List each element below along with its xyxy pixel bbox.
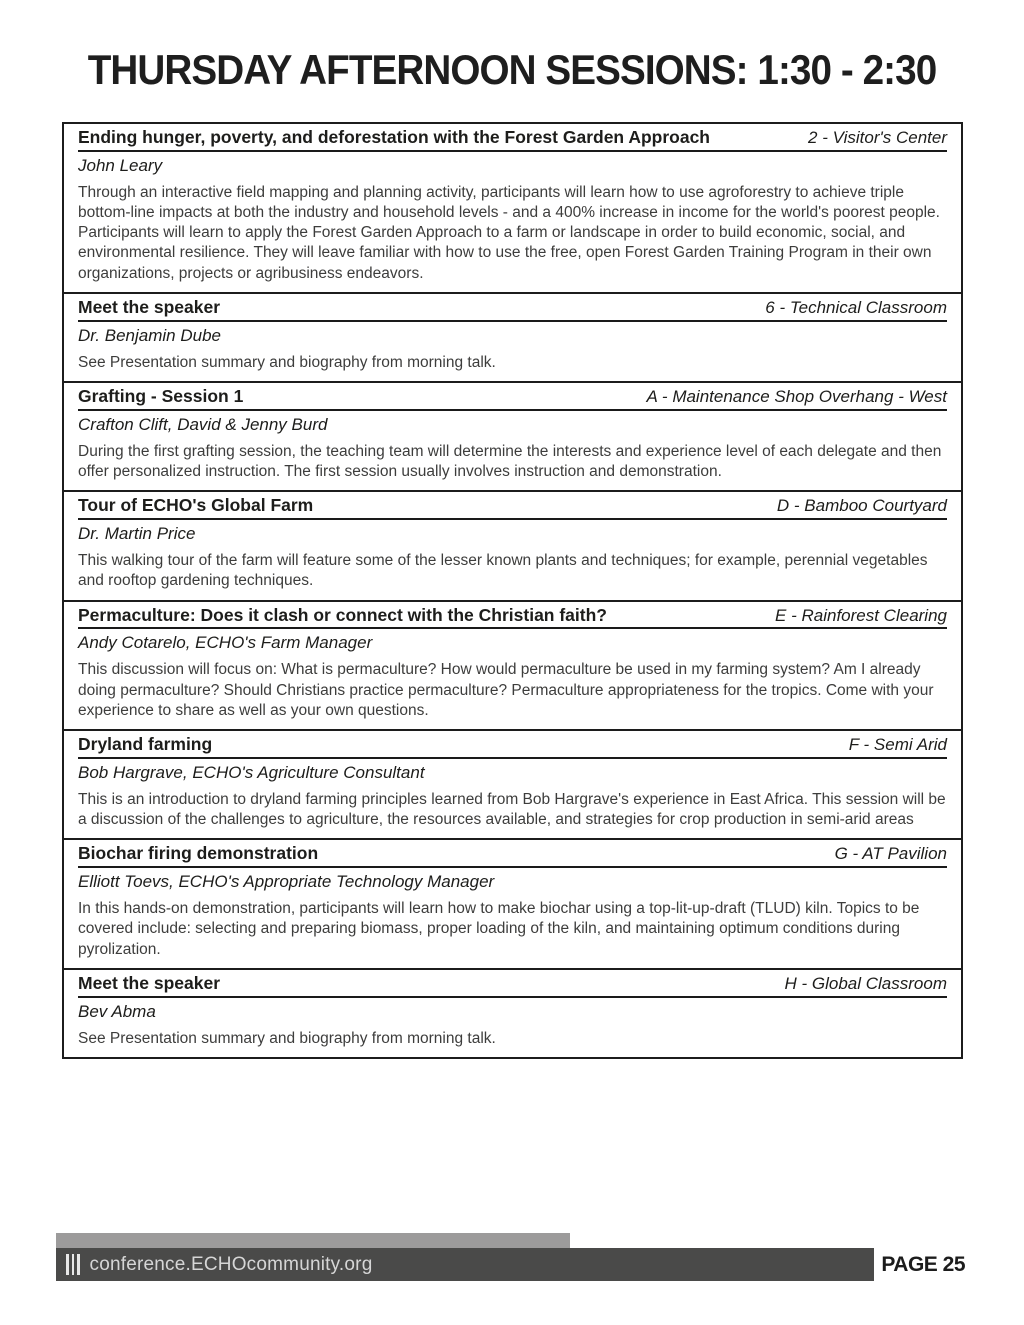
- session-location: 2 - Visitor's Center: [808, 128, 947, 147]
- session-header: [78, 297, 947, 322]
- session-row: [64, 294, 961, 383]
- session-speaker: Andy Cotarelo, ECHO's Farm Manager: [78, 633, 373, 653]
- footer-url: conference.ECHOcommunity.org: [89, 1253, 373, 1275]
- session-title: Meet the speaker: [78, 296, 221, 317]
- session-description: Through an interactive field mapping and planning activity, participants will learn how to use agroforestry to achieve triple bottom-line impacts at both the industry and household levels - and a 400% increase in income for the world's poorest people. Participants will learn to apply the Forest Garden Approach to a farm or landscape in order to build economic, social, and environmental resilience. They will leave familiar with how to use the free, open Forest Garden Training Program in their own organizations, projects or agribusiness endeavors.: [78, 183, 940, 282]
- session-title: Biochar firing demonstration: [78, 843, 319, 864]
- triple-bar-icon: [66, 1254, 80, 1275]
- session-description: This is an introduction to dryland farming principles learned from Bob Hargrave's experience in East Africa. This session will be a discussion of the challenges to agriculture, the resources available, and strategies for crop production in semi-arid areas: [78, 790, 946, 829]
- footer-bar: [56, 1248, 874, 1281]
- session-title: Tour of ECHO's Global Farm: [78, 495, 314, 516]
- session-title: Ending hunger, poverty, and deforestation with the Forest Garden Approach: [78, 127, 710, 147]
- session-header: [78, 843, 947, 868]
- session-row: [64, 383, 961, 492]
- session-row: [64, 124, 961, 294]
- session-location: H - Global Classroom: [784, 973, 947, 993]
- session-row: [64, 492, 961, 601]
- session-location: 6 - Technical Classroom: [765, 297, 947, 317]
- page-number: PAGE 25: [881, 1253, 965, 1276]
- session-description: This walking tour of the farm will feature some of the lesser known plants and techniques; for example, perennial vegetables and rooftop gardening techniques.: [78, 552, 928, 590]
- session-title: Meet the speaker: [78, 972, 221, 993]
- session-speaker: Bob Hargrave, ECHO's Agriculture Consultant: [78, 762, 425, 782]
- session-header: [78, 605, 947, 630]
- session-row: [64, 840, 961, 969]
- session-title: Dryland farming: [78, 734, 213, 755]
- session-speaker: Dr. Benjamin Dube: [78, 325, 221, 345]
- session-header: [78, 495, 947, 520]
- session-speaker: Elliott Toevs, ECHO's Appropriate Technology Manager: [78, 872, 495, 892]
- session-description: In this hands-on demonstration, participants will learn how to make biochar using a top-lit-up-draft (TLUD) kiln. Topics to be covered include: selecting and preparing biomass, proper loading of the kiln, and maintaining optimum conditions during pyrolization.: [78, 900, 920, 958]
- session-row: [64, 602, 961, 731]
- session-header: [78, 734, 947, 759]
- session-location: E - Rainforest Clearing: [775, 605, 947, 625]
- session-location: D - Bamboo Courtyard: [776, 496, 947, 516]
- session-speaker: Dr. Martin Price: [78, 524, 196, 544]
- session-location: A - Maintenance Shop Overhang - West: [646, 386, 947, 406]
- session-location: G - AT Pavilion: [834, 844, 947, 864]
- session-description: See Presentation summary and biography from morning talk.: [78, 353, 496, 371]
- session-header: [78, 386, 947, 411]
- session-description: This discussion will focus on: What is permaculture? How would permaculture be used in my farming system? Am I already doing permaculture? Should Christians practice permaculture? Permaculture appropriateness for the tropics. Come with your experience to share as well as your own questions.: [78, 661, 934, 719]
- session-speaker: John Leary: [78, 155, 163, 175]
- sessions-table: [62, 122, 963, 1059]
- session-speaker: Bev Abma: [78, 1001, 156, 1021]
- page-title: THURSDAY AFTERNOON SESSIONS: 1:30 - 2:30: [87, 46, 937, 93]
- session-header: [78, 973, 947, 998]
- session-title: Grafting - Session 1: [78, 385, 244, 406]
- session-location: F - Semi Arid: [848, 735, 947, 755]
- session-title: Permaculture: Does it clash or connect with the Christian faith?: [78, 604, 607, 625]
- session-row: [64, 731, 961, 840]
- session-speaker: Crafton Clift, David & Jenny Burd: [78, 414, 328, 434]
- session-description: See Presentation summary and biography from morning talk.: [78, 1029, 496, 1047]
- session-row: [64, 970, 961, 1057]
- session-header: [78, 127, 947, 152]
- footer-accent-bar: [56, 1233, 570, 1248]
- session-description: During the first grafting session, the teaching team will determine the interests and experience level of each delegate and then offer personalized instruction. The first session usually involves instruction and demonstration.: [78, 442, 942, 481]
